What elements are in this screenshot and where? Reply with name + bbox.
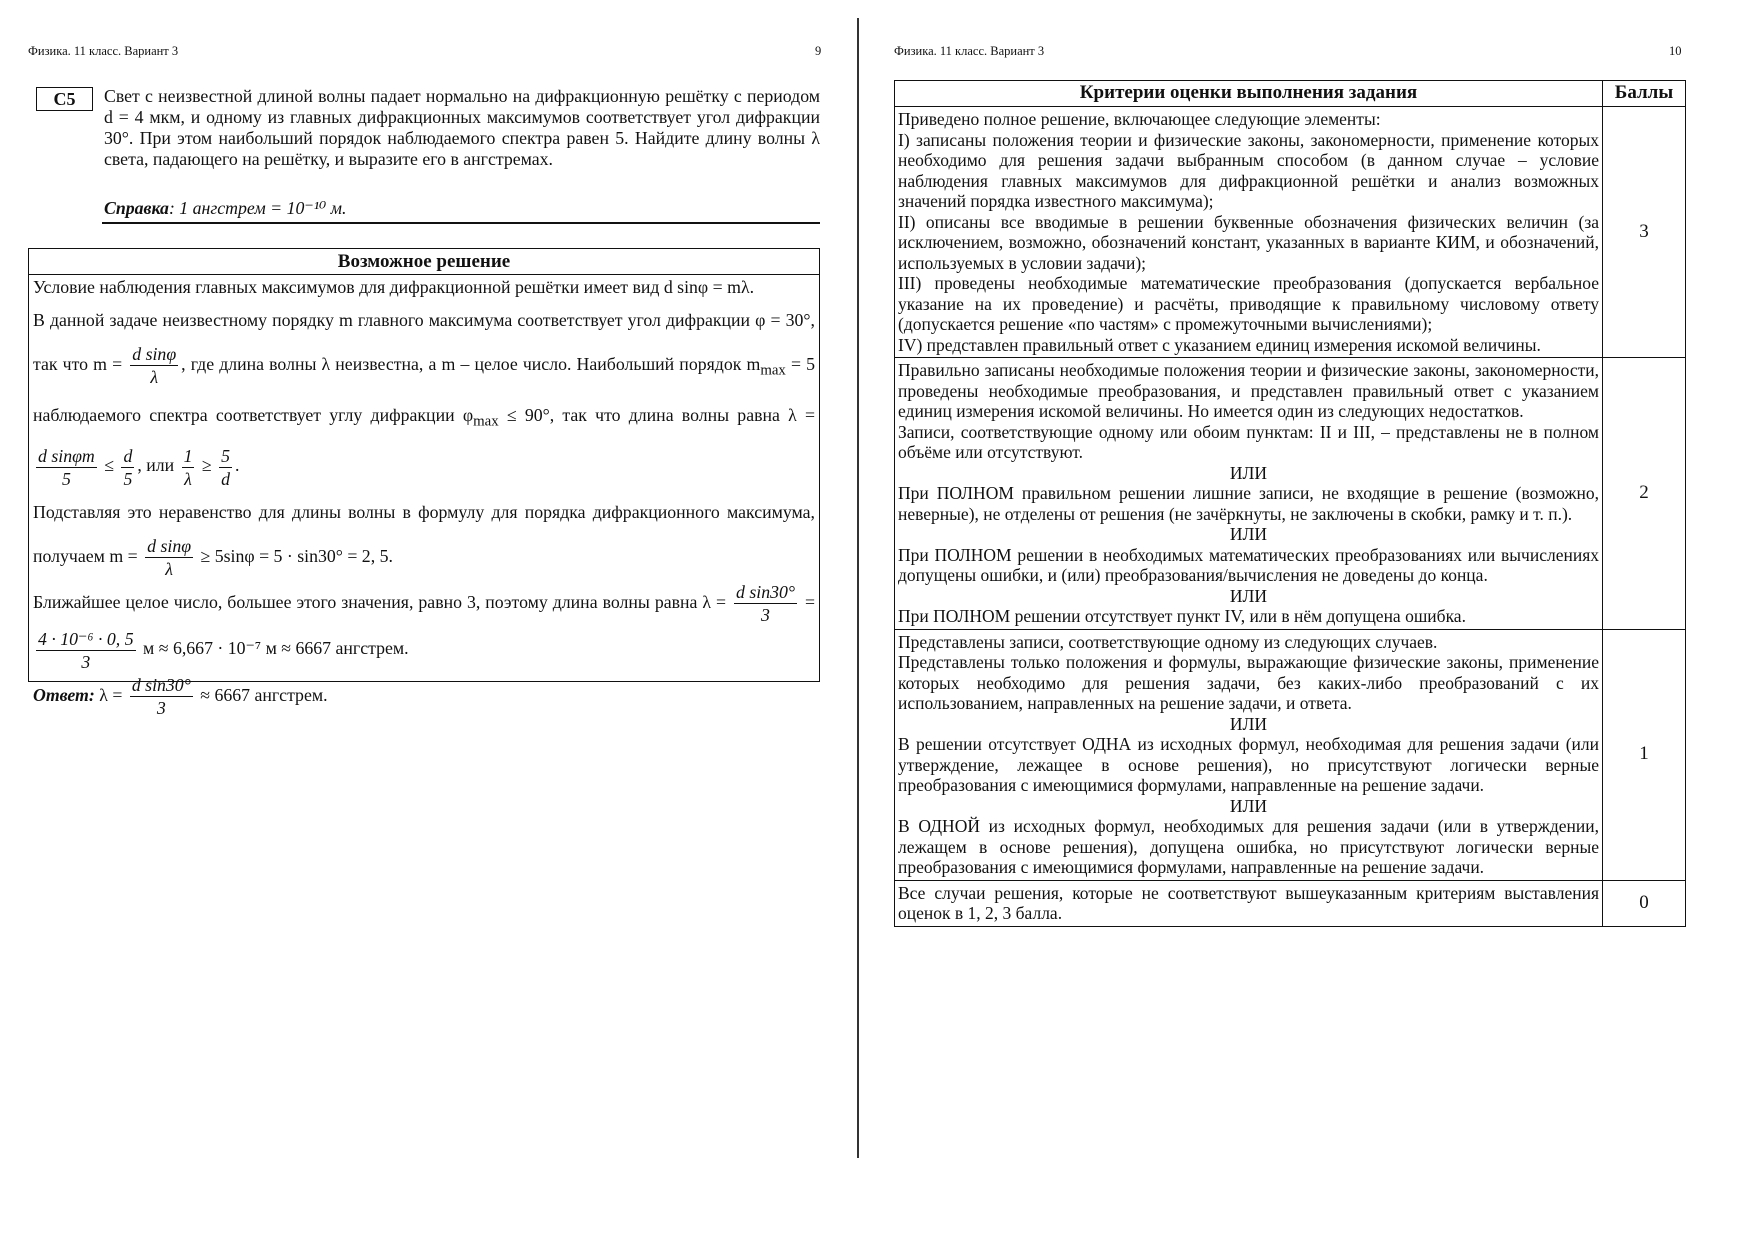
criteria-line: ИЛИ <box>1229 585 1268 606</box>
criteria-line: В ОДНОЙ из исходных формул, необходимых для решения задачи (или в утверждении, лежащем в основе решения), допущена ошибка, но присутствуют логически верные преобразования с имеющимися формулами, направленные на решение задачи. <box>898 816 1599 877</box>
criteria-line: В решении отсутствует ОДНА из исходных формул, необходимая для решения задачи (или утверждение, лежащее в основе решения), но присутствуют логически верные преобразования с имеющимися формулами, направленные на решение задачи. <box>898 734 1599 795</box>
criteria-line: IV) представлен правильный ответ с указанием единиц измерения искомой величины. <box>898 334 1541 355</box>
criteria-line: III) проведены необходимые математические преобразования (допускается вербальное указание на их проведение) и расчёты, приводящие к правильному числовому ответу (допускается решение «по частям» с промежуточными вычислениями); <box>898 273 1599 334</box>
score-cell: 0 <box>1603 880 1686 926</box>
criteria-line: Представлены только положения и формулы, выражающие физические законы, применение которых необходимо для решения задачи, без каких-либо преобразований с их использованием, направленных на решение задачи, и ответа. <box>898 652 1599 713</box>
criteria-line: Правильно записаны необходимые положения теории и физические законы, закономерности, проведены необходимые преобразования, и представлен правильный ответ с указанием единиц измерения искомой величины. Но имеется один из следующих недостатков. <box>898 360 1599 421</box>
criteria-line: ИЛИ <box>1229 524 1268 544</box>
score-cell: 1 <box>1603 629 1686 880</box>
col-criteria-header: Критерии оценки выполнения задания <box>895 81 1603 107</box>
solution-box <box>28 248 820 719</box>
page-number-right: 10 <box>1669 44 1682 58</box>
score-cell: 3 <box>1603 107 1686 358</box>
criteria-line: Записи, соответствующие одному или обоим пунктам: II и III, – представлены не в полном объёме или отсутствуют. <box>898 421 1599 462</box>
criteria-table <box>894 80 1686 927</box>
criteria-row <box>895 358 1686 630</box>
page-number-left: 9 <box>815 44 822 58</box>
criteria-row <box>895 107 1686 358</box>
solution-p1: Условие наблюдения главных максимумов для дифракционной решётки имеет вид d sinφ = mλ. <box>33 277 755 297</box>
solution-answer: Ответ: λ = $\frac{\text{d sin30°}}{3}$ ≈ 6667 ангстрем. <box>33 675 328 719</box>
divider <box>102 222 820 224</box>
criteria-row <box>895 880 1686 926</box>
criteria-text <box>895 880 1603 926</box>
solution-p4: Ближайшее целое число, большее этого значения, равно 3, поэтому длина волны равна λ = $\frac{\text{d sin30°}}{3}$ = $\frac{\text{4 · 10⁻⁶ · 0, 5}}{3}$ м ≈ 6,667 · 10⁻⁷ м ≈ 6667 ангстрем. <box>33 582 815 672</box>
criteria-line: При ПОЛНОМ правильном решении лишние записи, не входящие в решение (возможно, неверные), не отделены от решения (не зачёркнуты, не заключены в скобки, рамку и т. п.). <box>898 483 1599 524</box>
criteria-line: При ПОЛНОМ решении в необходимых математических преобразованиях или вычислениях допущены ошибки, и (или) преобразования/вычисления не доведены до конца. <box>898 544 1599 585</box>
header-title: Физика. 11 класс. Вариант 3 <box>28 44 179 58</box>
score-cell: 2 <box>1603 358 1686 630</box>
task-label: C5 <box>36 87 93 111</box>
criteria-line: Приведено полное решение, включающее следующие элементы: <box>898 109 1381 129</box>
solution-p3: Подставляя это неравенство для длины волны в формулу для порядка дифракционного максимума, получаем m = $\frac{\text{d sinφ}}{\lambda}$ ≥ 5sinφ = 5 · sin30° = 2, 5. <box>33 501 815 579</box>
criteria-line: II) описаны все вводимые в решении буквенные обозначения физических величин (за исключением, возможно, обозначений констант, указанных в варианте КИМ, и обозначений, используемых в условии задачи); <box>898 211 1599 273</box>
criteria-line: Представлены записи, соответствующие одному из следующих случаев. <box>898 631 1438 652</box>
solution-title: Возможное решение <box>29 249 819 275</box>
page-divider <box>857 18 859 1158</box>
criteria-text <box>895 629 1603 880</box>
criteria-text <box>895 358 1603 630</box>
criteria-line: ИЛИ <box>1229 713 1268 734</box>
criteria-line: ИЛИ <box>1229 795 1268 816</box>
criteria-line: ИЛИ <box>1229 462 1268 483</box>
criteria-line: Все случаи решения, которые не соответствуют вышеуказанным критериям выставления оценок в 1, 2, 3 балла. <box>898 882 1599 923</box>
col-score-header: Баллы <box>1603 81 1686 107</box>
criteria-row <box>895 629 1686 880</box>
task-reference: Справка: 1 ангстрем = 10⁻¹⁰ м. <box>104 198 347 218</box>
solution-p2: В данной задаче неизвестному порядку m главного максимума соответствует угол дифракции φ = 30°, так что m = $\frac{\text{d sinφ}}{\lambda}$ , где длина волны λ неизвестна, а m – целое число. Наибольший порядок $m_{max} = 5$ наблюдаемого спектра соответствует углу дифракции $\varphi_{max} \le 90^\circ$, так что длина волны равна λ = $\frac{\text{d sinφm}}{5}$ ≤ $\frac{d}{5}$ , или $\frac{1}{\lambda}$ ≥ $\frac{5}{d}$ . <box>33 310 815 489</box>
task-text: Свет с неизвестной длиной волны падает нормально на дифракционную решётку с периодом d = 4 мкм, и одному из главных дифракционных максимумов соответствует угол дифракции 30°. При этом наибольший порядок наблюдаемого спектра равен 5. Найдите длину волны λ света, падающего на решётку, и выразите его в ангстремах. <box>104 86 820 169</box>
page-header-left <box>28 44 178 59</box>
criteria-text <box>895 107 1603 358</box>
criteria-line: I) записаны положения теории и физические законы, закономерности, применение которых необходимо для решения задачи выбранным способом (в данном случае – условие наблюдения главных максимумов для дифракционной решётки и анализ возможных значений порядка известного максимума); <box>898 129 1599 211</box>
solution-body <box>29 275 819 721</box>
criteria-line: При ПОЛНОМ решении отсутствует пункт IV, или в нём допущена ошибка. <box>898 606 1466 626</box>
page-header-right: Физика. 11 класс. Вариант 3 <box>894 44 1045 58</box>
